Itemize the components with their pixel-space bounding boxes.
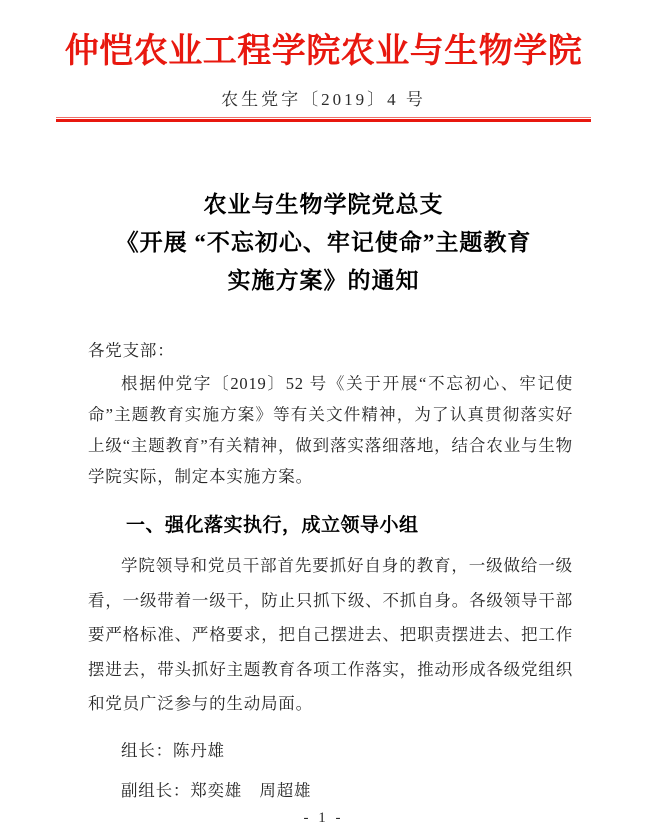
section-heading-1: 一、强化落实执行，成立领导小组 xyxy=(126,515,419,536)
title-line-2: 《开展 “不忘初心、牢记使命”主题教育 xyxy=(115,230,532,255)
letterhead-org-name: 仲恺农业工程学院农业与生物学院 xyxy=(64,33,583,70)
paragraph-section-1: 学院领导和党员干部首先要抓好自身的教育，一级做给一级看，一级带着一级干，防止只抓下级、不抓自身。各级领导干部要严格标准、严格要求，把自己摆进去、把职责摆进去、把工作摆进去，带头抓好主题教育各项工作落实，推动形成各级党组织和党员广泛参与的生动局面。 xyxy=(88,556,573,713)
doc-number: 农生党字〔2019〕4 号 xyxy=(221,90,426,109)
document-body xyxy=(88,338,573,804)
document-title xyxy=(40,186,607,300)
title-line-3: 实施方案》的通知 xyxy=(227,268,420,293)
deputy-leaders-line: 副组长：郑奕雄 周超雄 xyxy=(121,780,312,800)
letterhead-divider-rule xyxy=(56,117,591,122)
group-leader-line: 组长：陈丹雄 xyxy=(121,740,225,760)
salutation: 各党支部： xyxy=(88,341,175,360)
letterhead xyxy=(0,0,647,122)
page-number: - 1 - xyxy=(303,809,344,826)
paragraph-intro: 根据仲党字〔2019〕52 号《关于开展“不忘初心、牢记使命”主题教育实施方案》等有关文件精神，为了认真贯彻落实好上级“主题教育”有关精神，做到落实落细落地，结合农业与生物学院实际，制定本实施方案。 xyxy=(88,374,573,486)
title-line-1: 农业与生物学院党总支 xyxy=(203,192,444,217)
